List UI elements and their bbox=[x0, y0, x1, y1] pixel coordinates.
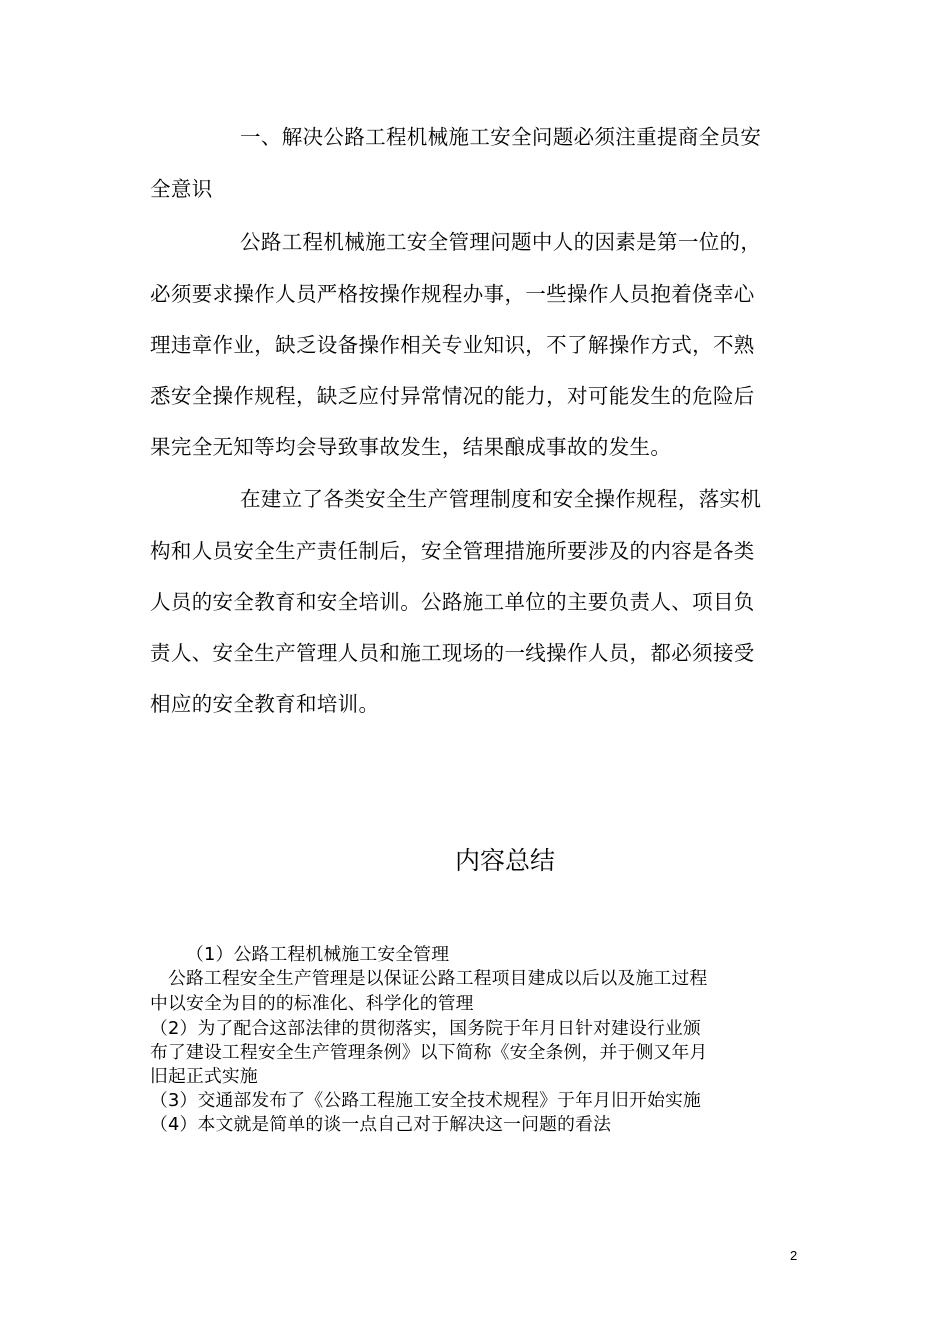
summary-line-3: 中以安全为目的的标准化、科学化的管理 bbox=[150, 993, 474, 1014]
paragraph-1-line-1: 公路工程机械施工安全管理问题中人的因素是第一位的， bbox=[240, 230, 762, 254]
paragraph-2-line-5: 相应的安全教育和培训。 bbox=[150, 692, 380, 716]
summary-line-4: （2）为了配合这部法律的贯彻落实，国务院于年月日针对建设行业颁 bbox=[150, 1018, 701, 1039]
paragraph-2-line-4: 责人、安全生产管理人员和施工现场的一线操作人员，都必须接受 bbox=[150, 641, 755, 665]
paragraph-1-line-2: 必须要求操作人员严格按操作规程办事，一些操作人员抱着侥幸心 bbox=[150, 282, 755, 306]
summary-line-1: （1）公路工程机械施工安全管理 bbox=[186, 944, 450, 965]
summary-line-2: 公路工程安全生产管理是以保证公路工程项目建成以后以及施工过程 bbox=[168, 968, 708, 989]
paragraph-2-line-1: 在建立了各类安全生产管理制度和安全操作规程，落实机 bbox=[240, 487, 762, 511]
summary-line-5: 布了建设工程安全生产管理条例》以下简称《安全条例，并于侧又年月 bbox=[150, 1042, 708, 1063]
page-number: 2 bbox=[790, 1248, 798, 1263]
paragraph-2-line-3: 人员的安全教育和安全培训。公路施工单位的主要负责人、项目负 bbox=[150, 590, 755, 614]
paragraph-1-line-3: 理违章作业，缺乏设备操作相关专业知识，不了解操作方式，不熟 bbox=[150, 333, 755, 357]
summary-line-8: （4）本文就是简单的谈一点自己对于解决这一问题的看法 bbox=[150, 1114, 612, 1135]
summary-title: 内容总结 bbox=[454, 846, 555, 875]
paragraph-1-line-4: 悉安全操作规程，缺乏应付异常情况的能力，对可能发生的危险后 bbox=[150, 384, 755, 408]
section-heading-line-2: 全意识 bbox=[150, 177, 213, 201]
summary-line-7: （3）交通部发布了《公路工程施工安全技术规程》于年月旧开始实施 bbox=[150, 1090, 701, 1111]
paragraph-1-line-5: 果完全无知等均会导致事故发生，结果酿成事故的发生。 bbox=[150, 435, 672, 459]
paragraph-2-line-2: 构和人员安全生产责任制后，安全管理措施所要涉及的内容是各类 bbox=[150, 539, 755, 563]
section-heading-line-1: 一、解决公路工程机械施工安全问题必须注重提商全员安 bbox=[240, 125, 762, 149]
summary-line-6: 旧起正式实施 bbox=[150, 1066, 258, 1087]
